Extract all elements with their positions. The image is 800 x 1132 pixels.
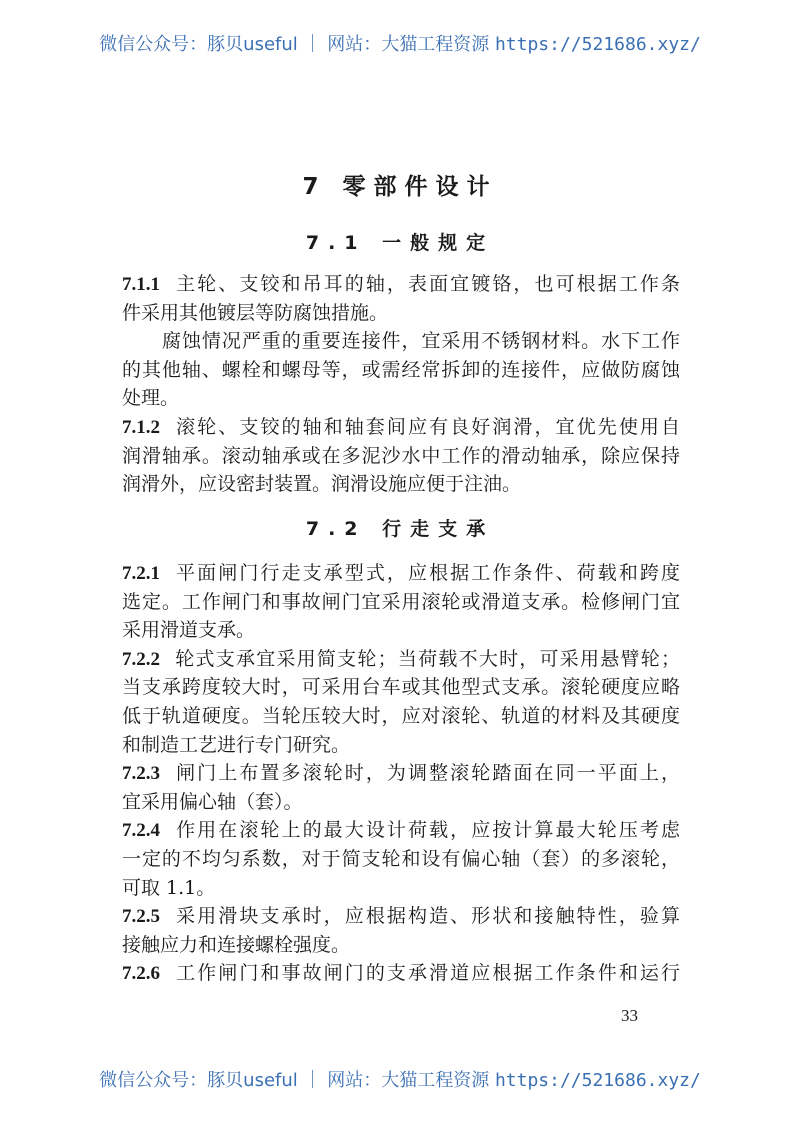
line-text: 低于轨道硬度。当轮压较大时，应对滚轮、轨道的材料及其硬度	[122, 705, 680, 727]
clause-number: 7.2.3	[122, 763, 160, 785]
line-text: 选定。工作闸门和事故闸门宜采用滚轮或滑道支承。检修闸门宜	[122, 590, 680, 613]
paragraph-line	[122, 272, 680, 297]
watermark-header	[0, 30, 800, 56]
paragraph-line	[122, 415, 680, 440]
line-text: 件采用其他镀层等防腐蚀措施。	[122, 301, 389, 324]
paragraph-line	[122, 358, 680, 382]
paragraph-line	[122, 386, 680, 410]
line-text: 和制造工艺进行专门研究。	[122, 733, 351, 756]
line-text: 采用滑块支承时，应根据构造、形状和接触特性，验算	[174, 905, 680, 928]
line-text: 的其他轴、螺栓和螺母等，或需经常拆卸的连接件，应做防腐蚀	[122, 358, 680, 381]
paragraph-line	[122, 472, 680, 496]
line-text: 接触应力和连接螺栓强度。	[122, 933, 351, 956]
section-heading: 7.2 行走支承	[305, 518, 495, 540]
paragraph-line	[122, 590, 680, 614]
watermark-url[interactable]: https://521686.xyz/	[494, 34, 701, 55]
line-text: 轮式支承宜采用简支轮；当荷载不大时，可采用悬臂轮；	[174, 647, 680, 670]
clause-number: 7.1.2	[122, 417, 160, 438]
section-heading: 7.1 一般规定	[305, 232, 495, 254]
paragraph-line	[122, 329, 680, 353]
paragraph-line	[122, 790, 680, 814]
line-text: 宜采用偏心轴（套）。	[122, 790, 303, 813]
line-text: 当支承跨度较大时，可采用台车或其他型式支承。滚轮硬度应略	[122, 676, 680, 699]
page-number: 33	[621, 1006, 638, 1025]
line-text: 一定的不均匀系数，对于简支轮和设有偏心轴（套）的多滚轮，	[122, 848, 680, 870]
watermark-footer	[0, 1066, 800, 1092]
line-text: 处理。	[122, 387, 180, 410]
paragraph-line	[122, 904, 680, 929]
line-text: 腐蚀情况严重的重要连接件，宜采用不锈钢材料。水下工作	[162, 330, 680, 353]
paragraph-line	[122, 847, 680, 871]
paragraph-line	[122, 704, 680, 728]
paragraph-line	[122, 818, 680, 843]
clause-number: 7.1.1	[122, 274, 160, 295]
paragraph-line	[122, 561, 680, 586]
paragraph-line	[122, 647, 680, 672]
line-text: 作用在滚轮上的最大设计荷载，应按计算最大轮压考虑	[174, 819, 680, 842]
line-text: 润滑外，应设密封装置。润滑设施应便于注油。	[122, 473, 522, 496]
line-text: 润滑轴承。滚动轴承或在多泥沙水中工作的滑动轴承，除应保持	[122, 444, 680, 467]
clause-number: 7.2.1	[122, 563, 160, 584]
paragraph-line	[122, 933, 680, 957]
watermark-url[interactable]: https://521686.xyz/	[494, 1070, 701, 1091]
clause-number: 7.2.2	[122, 648, 160, 670]
clause-number: 7.2.4	[122, 820, 160, 842]
clause-number: 7.2.6	[122, 963, 160, 985]
paragraph-line	[122, 301, 680, 325]
watermark-text: 微信公众号：豚贝useful ｜ 网站：大猫工程资源	[99, 34, 495, 55]
watermark-text: 微信公众号：豚贝useful ｜ 网站：大猫工程资源	[99, 1070, 495, 1091]
paragraph-line	[122, 961, 680, 986]
line-text: 滚轮、支铰的轴和轴套间应有良好润滑，宜优先使用自	[174, 416, 680, 438]
line-text: 闸门上布置多滚轮时，为调整滚轮踏面在同一平面上，	[174, 762, 680, 785]
paragraph-line	[122, 675, 680, 699]
clause-number: 7.2.5	[122, 906, 160, 928]
line-text: 可取 1.1。	[122, 876, 216, 899]
line-text: 工作闸门和事故闸门的支承滑道应根据工作条件和运行	[174, 962, 680, 985]
paragraph-line	[122, 444, 680, 468]
line-text: 平面闸门行走支承型式，应根据工作条件、荷载和跨度	[174, 562, 680, 584]
paragraph-line	[122, 761, 680, 786]
line-text: 采用滑道支承。	[122, 619, 256, 642]
paragraph-line	[122, 733, 680, 757]
chapter-title: 7 零部件设计	[302, 174, 498, 200]
paragraph-line	[122, 876, 680, 900]
line-text: 主轮、支铰和吊耳的轴，表面宜镀铬，也可根据工作条	[174, 273, 680, 295]
paragraph-line	[122, 618, 680, 642]
